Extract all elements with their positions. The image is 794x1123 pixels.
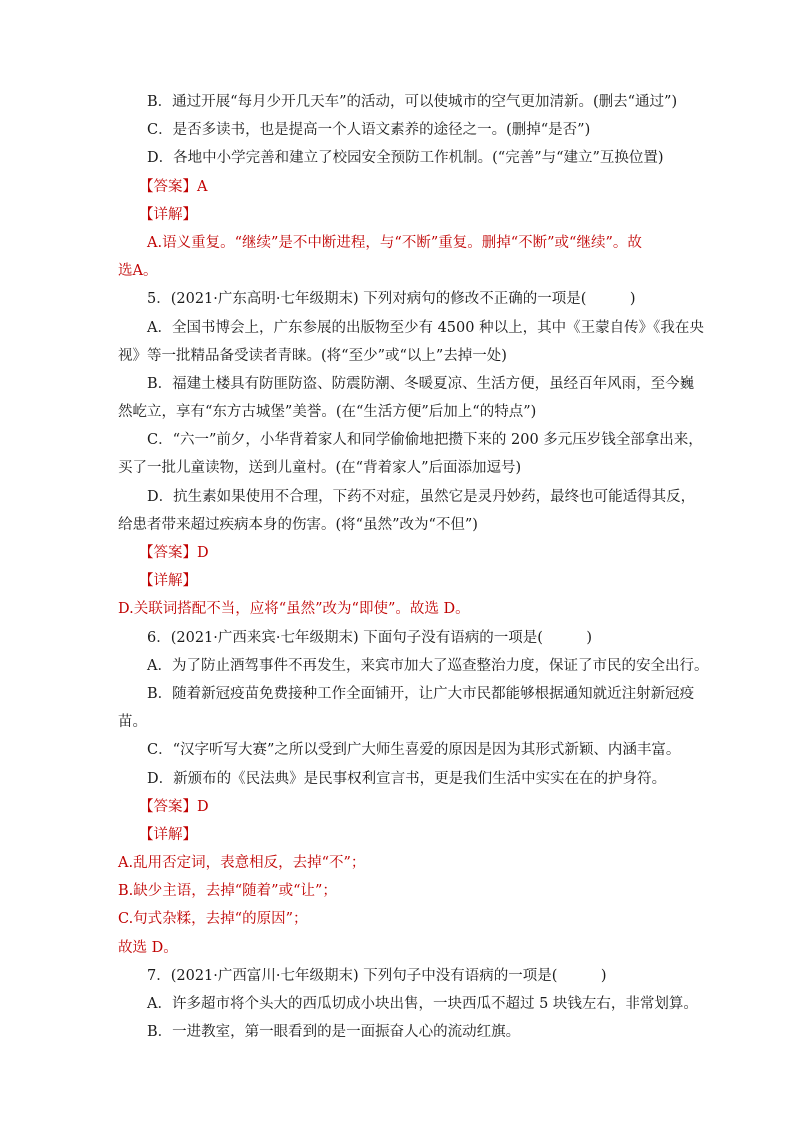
q6-option-d: D．新颁布的《民法典》是民事权利宣言书，更是我们生活中实实在在的护身符。 <box>147 770 667 787</box>
q6-stem: 6．(2021·广西来宾·七年级期末) 下面句子没有语病的一项是( ) <box>147 629 593 646</box>
q5-detail-label: 【详解】 <box>139 573 197 590</box>
q7-stem: 7．(2021·广西富川·七年级期末) 下列句子中没有语病的一项是( ) <box>147 967 607 984</box>
q6-detail-line: A.乱用否定词，表意相反，去掉“不”； <box>118 855 366 872</box>
q5-option-d-cont: 给患者带来超过疾病本身的伤害。(将“虽然”改为“不但”) <box>118 516 478 533</box>
answer-label: 【答案】 <box>139 545 197 561</box>
q6-option-c: C．“汉字听写大赛”之所以受到广大师生喜爱的原因是因为其形式新颖、内涵丰富。 <box>147 742 681 759</box>
q6-option-b-cont: 苗。 <box>118 714 147 731</box>
q6-detail-line: C.句式杂糅，去掉“的原因”； <box>118 911 308 928</box>
q4-option-d: D．各地中小学完善和建立了校园安全预防工作机制。(“完善”与“建立”互换位置) <box>147 150 664 167</box>
q4-detail-label: 【详解】 <box>139 206 197 223</box>
answer-label: 【答案】 <box>139 798 197 815</box>
q7-option-a: A．许多超市将个头大的西瓜切成小块出售，一块西瓜不超过 5 块钱左右，非常划算。 <box>147 996 698 1012</box>
q6-detail-label: 【详解】 <box>139 826 197 843</box>
q6-option-a: A．为了防止酒驾事件不再发生，来宾市加大了巡查整治力度，保证了市民的安全出行。 <box>147 657 709 674</box>
q6-answer <box>118 793 684 821</box>
q6-option-b: B．随着新冠疫苗免费接种工作全面铺开，让广大市民都能够根据通知就近注射新冠疫 <box>147 685 695 702</box>
q6-detail-line: B.缺少主语，去掉“随着”或“让”； <box>118 883 337 900</box>
q4-option-c: C．是否多读书，也是提高一个人语文素养的途径之一。(删掉“是否”) <box>147 122 591 139</box>
q6-detail-line: 故选 D。 <box>118 939 178 956</box>
q4-detail-line: 选A。 <box>118 263 158 280</box>
q5-option-a-cont: 视》等一批精品备受读者青睐。(将“至少”或“以上”去掉一处) <box>118 347 507 364</box>
q5-option-b: B．福建土楼具有防匪防盗、防震防潮、冬暖夏凉、生活方便，虽经百年风雨，至今巍 <box>147 375 695 392</box>
q4-option-b: B．通过开展“每月少开几天车”的活动，可以使城市的空气更加清新。(删去“通过”) <box>147 94 678 110</box>
q4-answer <box>118 173 684 201</box>
answer-label: 【答案】 <box>139 178 197 195</box>
answer-value: D <box>197 798 209 815</box>
q5-stem: 5．(2021·广东高明·七年级期末) 下列对病句的修改不正确的一项是( ) <box>147 291 636 308</box>
q5-answer <box>118 539 684 567</box>
exam-page <box>118 88 709 1046</box>
answer-value: D <box>197 545 209 561</box>
q5-option-c: C．“六一”前夕，小华背着家人和同学偷偷地把攒下来的 200 多元压岁钱全部拿出来， <box>147 432 703 449</box>
q5-detail-line: D.关联词搭配不当，应将“虽然”改为“即使”。故选 D。 <box>118 601 470 618</box>
answer-value: A <box>197 178 208 195</box>
q4-detail-line: A.语义重复。“继续”是不中断进程，与“不断”重复。删掉“不断”或“继续”。故 <box>147 234 642 251</box>
q5-option-b-cont: 然屹立，享有“东方古城堡”美誉。(在“生活方便”后加上“的特点”) <box>118 404 537 421</box>
q5-option-a: A．全国书博会上，广东参展的出版物至少有 4500 种以上，其中《王蒙自传》《我在央 <box>147 319 704 336</box>
q7-option-b: B．一进教室，第一眼看到的是一面振奋人心的流动红旗。 <box>147 1024 521 1041</box>
q5-option-c-cont: 买了一批儿童读物，送到儿童村。(在“背着家人”后面添加逗号) <box>118 460 522 477</box>
q5-option-d: D．抗生素如果使用不合理，下药不对症，虽然它是灵丹妙药，最终也可能适得其反， <box>147 488 696 505</box>
